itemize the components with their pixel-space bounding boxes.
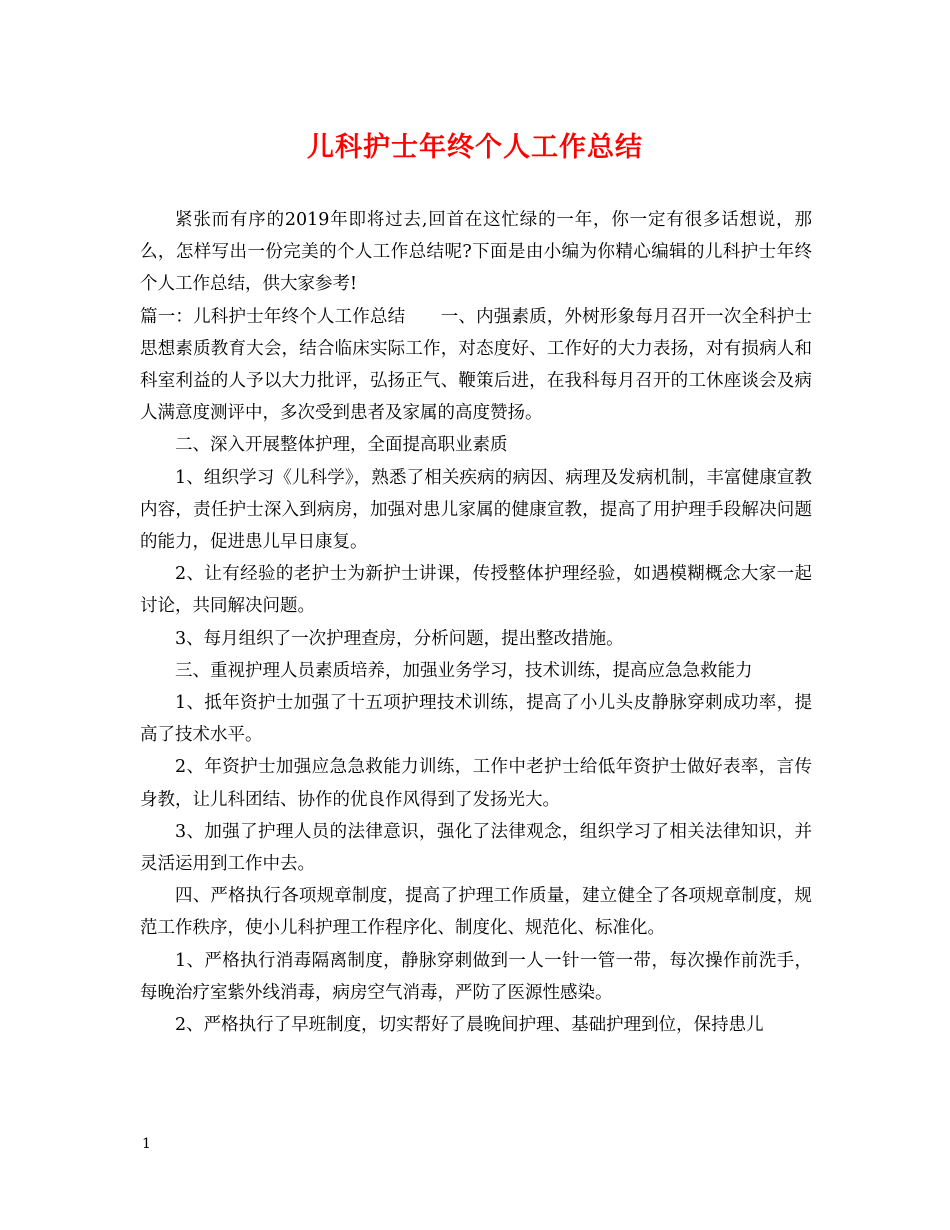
paragraph-heading-four: 四、严格执行各项规章制度，提高了护理工作质量，建立健全了各项规章制度，规范工作秩序，使小儿科护理工作程序化、制度化、规范化、标准化。 bbox=[140, 886, 812, 939]
paragraph-item: 1、组织学习《儿科学》，熟悉了相关疾病的病因、病理及发病机制，丰富健康宣教内容，责任护士深入到病房，加强对患儿家属的健康宣教，提高了用护理手段解决问题的能力，促进患儿早日康复。 bbox=[140, 467, 812, 553]
paragraph-item: 1、严格执行消毒隔离制度，静脉穿刺做到一人一针一管一带，每次操作前洗手，每晚治疗室紫外线消毒，病房空气消毒，严防了医源性感染。 bbox=[140, 950, 812, 1003]
document-body bbox=[140, 204, 812, 1041]
paragraph-section-one: 篇一：儿科护士年终个人工作总结 一、内强素质，外树形象每月召开一次全科护士思想素质教育大会，结合临床实际工作，对态度好、工作好的大力表扬，对有损病人和科室利益的人予以大力批评，弘扬正气、鞭策后进，在我科每月召开的工休座谈会及病人满意度测评中，多次受到患者及家属的高度赞扬。 bbox=[140, 306, 812, 424]
paragraph-item: 2、年资护士加强应急急救能力训练，工作中老护士给低年资护士做好表率，言传身教，让儿科团结、协作的优良作风得到了发扬光大。 bbox=[140, 757, 812, 810]
paragraph-item: 3、每月组织了一次护理查房，分析问题，提出整改措施。 bbox=[175, 628, 624, 649]
paragraph-heading-three: 三、重视护理人员素质培养，加强业务学习，技术训练，提高应急急救能力 bbox=[175, 660, 753, 681]
paragraph-item: 2、严格执行了早班制度，切实帮好了晨晚间护理、基础护理到位，保持患儿 bbox=[175, 1015, 764, 1036]
paragraph-item: 3、加强了护理人员的法律意识，强化了法律观念，组织学习了相关法律知识，并灵活运用到工作中去。 bbox=[140, 821, 812, 875]
page-number: 1 bbox=[142, 1136, 151, 1152]
paragraph-item: 2、让有经验的老护士为新护士讲课，传授整体护理经验，如遇模糊概念大家一起讨论，共同解决问题。 bbox=[140, 564, 812, 617]
paragraph-heading-two: 二、深入开展整体护理，全面提高职业素质 bbox=[175, 435, 508, 456]
paragraph-item: 1、抵年资护士加强了十五项护理技术训练，提高了小儿头皮静脉穿刺成功率，提高了技术水平。 bbox=[140, 693, 812, 746]
document-title: 儿科护士年终个人工作总结 bbox=[307, 132, 643, 163]
paragraph-intro: 紧张而有序的2019年即将过去,回首在这忙绿的一年，你一定有很多话想说，那么，怎样写出一份完美的个人工作总结呢?下面是由小编为你精心编辑的儿科护士年终个人工作总结，供大家参考! bbox=[140, 210, 812, 295]
